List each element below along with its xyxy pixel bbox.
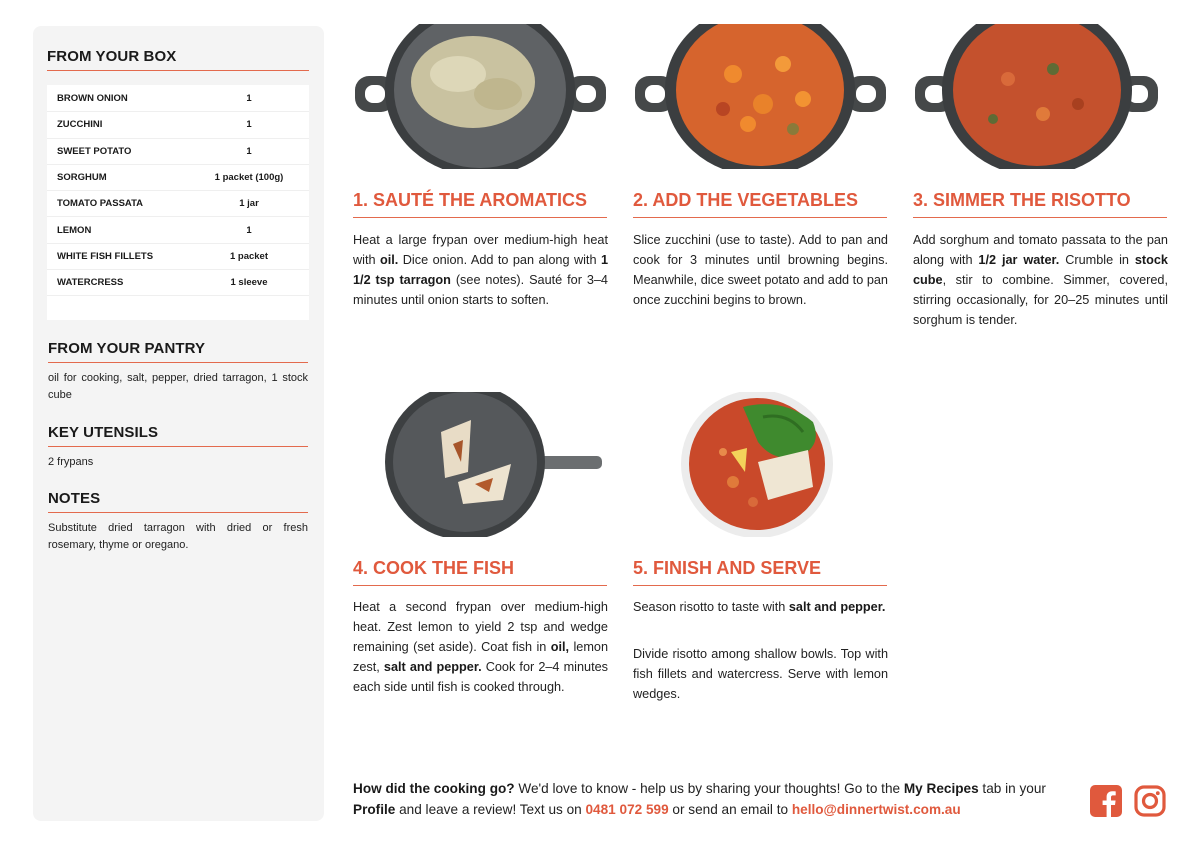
ingredient-row	[47, 191, 309, 217]
ingredient-row	[47, 112, 309, 138]
ingredient-qty: 1	[246, 119, 252, 131]
text-run: (see notes). Sauté for 3–4 minutes until onion starts to soften.	[353, 273, 608, 307]
text-run: Add sorghum and tomato passata to the pan along with	[913, 233, 1168, 267]
text-run: Heat a second frypan over medium-high heat. Zest lemon to yield 2 tsp and wedge remaining (set aside). Coat fish in	[353, 600, 608, 654]
ingredient-row	[47, 270, 309, 296]
step-4-photo	[353, 392, 608, 537]
ingredient-name: WATERCRESS	[57, 277, 124, 289]
step-2-text	[633, 230, 888, 310]
text-run-bold: salt and pepper.	[788, 600, 886, 614]
text-run-bold: 1 1/2 tsp tarragon	[353, 253, 608, 287]
pantry-section	[48, 340, 308, 403]
my-recipes-link[interactable]: My Recipes	[903, 781, 979, 796]
feedback-footer	[353, 778, 1073, 820]
step-1-photo	[353, 24, 608, 169]
ingredient-row	[47, 165, 309, 191]
step-3-title: 3. SIMMER THE RISOTTO	[913, 190, 1131, 210]
divider	[48, 512, 308, 513]
divider	[48, 362, 308, 363]
ingredient-qty: 1	[246, 93, 252, 105]
instagram-icon[interactable]	[1134, 785, 1166, 817]
text-run: Slice zucchini (use to taste). Add to pan and cook for 3 minutes until browning begins. Meanwhile, dice sweet potato and add to pan once zucchini begins to brown.	[633, 233, 888, 307]
footer-text: and leave a review! Text us on	[395, 802, 586, 817]
footer-text: We'd love to know - help us by sharing your thoughts! Go to the	[514, 781, 904, 796]
step-1-title: 1. SAUTÉ THE AROMATICS	[353, 190, 588, 210]
pantry-title: FROM YOUR PANTRY	[48, 340, 206, 357]
step-4-text	[353, 597, 608, 697]
ingredient-row	[47, 139, 309, 165]
ingredient-name: TOMATO PASSATA	[57, 198, 144, 210]
step-1-text	[353, 230, 608, 310]
from-your-box-title: FROM YOUR BOX	[47, 48, 177, 65]
profile-link[interactable]: Profile	[353, 802, 396, 817]
ingredient-name: ZUCCHINI	[57, 119, 103, 131]
ingredient-qty: 1 packet	[229, 250, 269, 262]
step-5-text-2: Divide risotto among shallow bowls. Top with fish fillets and watercress. Serve with lemon wedges.	[633, 647, 888, 701]
text-run-bold: oil.	[380, 253, 399, 267]
notes-section	[48, 490, 308, 553]
text-run: lemon zest,	[353, 640, 608, 674]
ingredient-qty: 1 jar	[239, 198, 259, 210]
text-run-bold: salt and pepper.	[383, 660, 482, 674]
divider	[633, 217, 887, 218]
utensils-title: KEY UTENSILS	[48, 424, 159, 441]
step-3-photo	[913, 24, 1168, 169]
ingredient-name: WHITE FISH FILLETS	[57, 250, 154, 262]
ingredient-name: BROWN ONION	[57, 93, 128, 105]
divider	[48, 446, 308, 447]
text-run: Cook for 2–4 minutes each side until fish is cooked through.	[353, 660, 609, 694]
divider	[47, 70, 309, 71]
step-5-photo	[633, 392, 888, 537]
step-2-title: 2. ADD THE VEGETABLES	[633, 190, 859, 210]
notes-title: NOTES	[48, 490, 101, 507]
footer-text: tab in your	[978, 781, 1046, 796]
step-5-text	[633, 597, 888, 617]
ingredient-qty: 1 packet (100g)	[214, 172, 284, 184]
ingredient-qty: 1	[246, 145, 252, 157]
divider	[913, 217, 1167, 218]
ingredient-row	[47, 217, 309, 243]
facebook-icon[interactable]	[1090, 785, 1122, 817]
from-your-box-section	[47, 48, 309, 320]
text-run: Heat a large frypan over medium-high heat with	[353, 233, 608, 267]
ingredient-row	[47, 86, 309, 112]
ingredient-name: LEMON	[57, 224, 92, 236]
step-4-title: 4. COOK THE FISH	[353, 558, 515, 578]
text-run: , stir to combine. Simmer, covered, stirring occasionally, for 20–25 minutes until sorghum is tender.	[913, 273, 1168, 327]
text-run-bold: oil,	[550, 640, 570, 654]
utensils-section	[48, 424, 308, 471]
ingredient-qty: 1	[246, 224, 252, 236]
ingredient-row	[47, 244, 309, 270]
text-run: Season risotto to taste with	[633, 600, 789, 614]
utensils-text: 2 frypans	[48, 456, 94, 468]
step-3-text	[913, 230, 1168, 330]
text-run: Dice onion. Add to pan along with	[398, 253, 601, 267]
ingredient-name: SWEET POTATO	[57, 145, 132, 157]
phone-link[interactable]: 0481 072 599	[585, 802, 669, 817]
step-2-photo	[633, 24, 888, 169]
step-5-title: 5. FINISH AND SERVE	[633, 558, 822, 578]
ingredients-sidebar	[33, 26, 324, 821]
ingredient-name: SORGHUM	[57, 172, 107, 184]
email-link[interactable]: hello@dinnertwist.com.au	[791, 802, 961, 817]
notes-text: Substitute dried tarragon with dried or fresh rosemary, thyme or oregano.	[48, 522, 308, 551]
ingredient-qty: 1 sleeve	[230, 277, 268, 289]
divider	[353, 217, 607, 218]
divider	[633, 585, 887, 586]
footer-text: or send an email to	[668, 802, 792, 817]
ingredients-table	[47, 85, 309, 320]
pantry-text: oil for cooking, salt, pepper, dried tarragon, 1 stock cube	[48, 372, 308, 401]
text-run: Crumble in	[1059, 253, 1135, 267]
text-run-bold: 1/2 jar water.	[978, 253, 1060, 267]
footer-question: How did the cooking go?	[353, 781, 515, 796]
divider	[353, 585, 607, 586]
text-run-bold: stock cube	[913, 253, 1168, 287]
